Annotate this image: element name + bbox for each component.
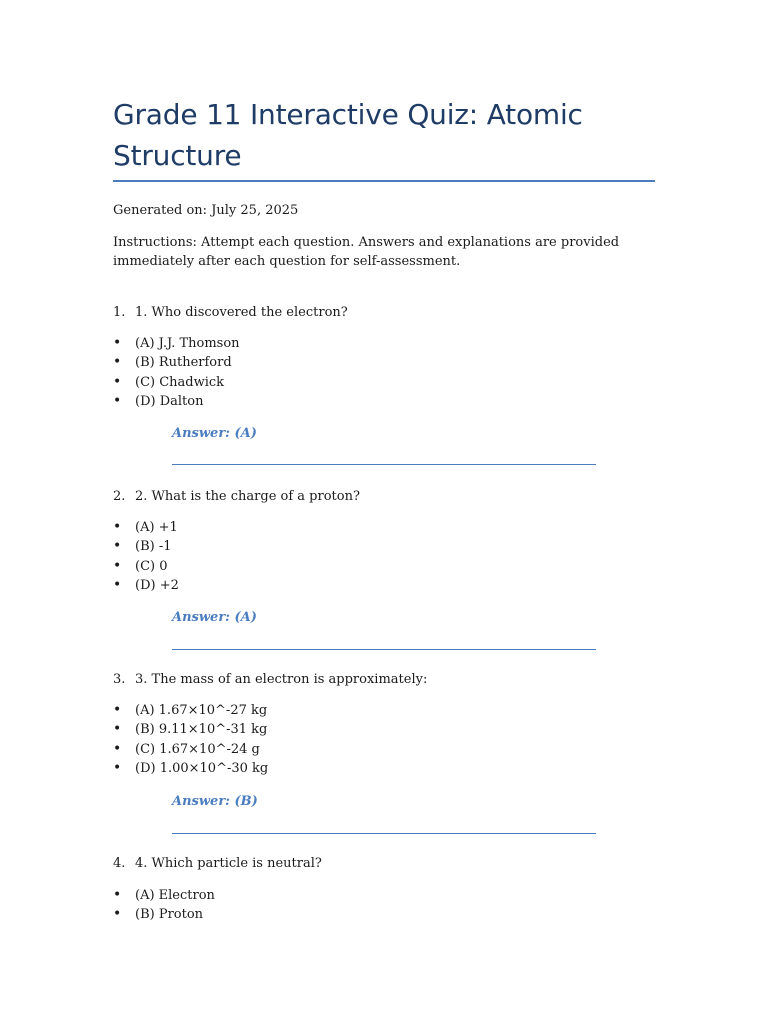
- question-number: 1.: [113, 305, 126, 320]
- bullet-icon: •: [113, 519, 122, 535]
- bullet-icon: •: [113, 538, 122, 555]
- question-text: 4. Which particle is neutral?: [135, 856, 322, 871]
- question-number: 3.: [113, 672, 126, 687]
- answer-label: Answer: (A): [172, 426, 257, 441]
- document-title: Grade 11 Interactive Quiz: Atomic Structure: [113, 98, 583, 172]
- question-2: [113, 487, 658, 625]
- question-text: 3. The mass of an electron is approximately:: [135, 672, 428, 687]
- option-text: (B) Rutherford: [135, 355, 232, 371]
- question-number: 2.: [113, 489, 126, 504]
- option-text: (C) 0: [135, 558, 168, 574]
- option-text: (A) Electron: [135, 888, 215, 903]
- option-text: (B) -1: [135, 539, 172, 555]
- answer-divider: [172, 464, 596, 465]
- option-text: (D) +2: [135, 577, 179, 593]
- question-line: [113, 854, 658, 873]
- answer-label: Answer: (B): [172, 794, 258, 809]
- option-text: (B) Proton: [135, 907, 204, 923]
- question-text: 1. Who discovered the electron?: [135, 305, 348, 320]
- answer-label: Answer: (A): [172, 610, 257, 625]
- bullet-icon: •: [113, 392, 122, 409]
- option-text: (A) J.J. Thomson: [135, 336, 240, 351]
- bullet-icon: •: [113, 887, 122, 903]
- option-text: (D) 1.00×10^-30 kg: [135, 760, 269, 776]
- generated-date: Generated on: July 25, 2025: [113, 203, 299, 218]
- question-line: [113, 487, 658, 506]
- answer-divider: [172, 649, 596, 650]
- bullet-icon: •: [113, 702, 122, 718]
- bullet-icon: •: [113, 759, 122, 776]
- bullet-icon: •: [113, 373, 122, 390]
- option-text: (B) 9.11×10^-31 kg: [135, 722, 268, 738]
- question-number: 4.: [113, 856, 126, 871]
- option-text: (A) 1.67×10^-27 kg: [135, 703, 268, 718]
- bullet-icon: •: [113, 740, 122, 757]
- bullet-icon: •: [113, 576, 122, 593]
- option-text: (C) Chadwick: [135, 374, 225, 390]
- question-line: [113, 303, 658, 322]
- question-4: [113, 854, 658, 923]
- bullet-icon: •: [113, 721, 122, 738]
- question-line: [113, 670, 658, 689]
- bullet-icon: •: [113, 557, 122, 574]
- title-divider: [113, 180, 655, 182]
- option-text: (A) +1: [135, 520, 178, 535]
- instructions-text: Instructions: Attempt each question. Answers and explanations are provided immediately after each question for self-assessment.: [113, 235, 620, 269]
- answer-divider: [172, 833, 596, 834]
- question-text: 2. What is the charge of a proton?: [135, 489, 360, 504]
- question-1: [113, 303, 658, 441]
- bullet-icon: •: [113, 335, 122, 351]
- bullet-icon: •: [113, 354, 122, 371]
- question-3: [113, 670, 658, 809]
- bullet-icon: •: [113, 906, 122, 923]
- option-text: (C) 1.67×10^-24 g: [135, 741, 260, 757]
- option-text: (D) Dalton: [135, 393, 204, 409]
